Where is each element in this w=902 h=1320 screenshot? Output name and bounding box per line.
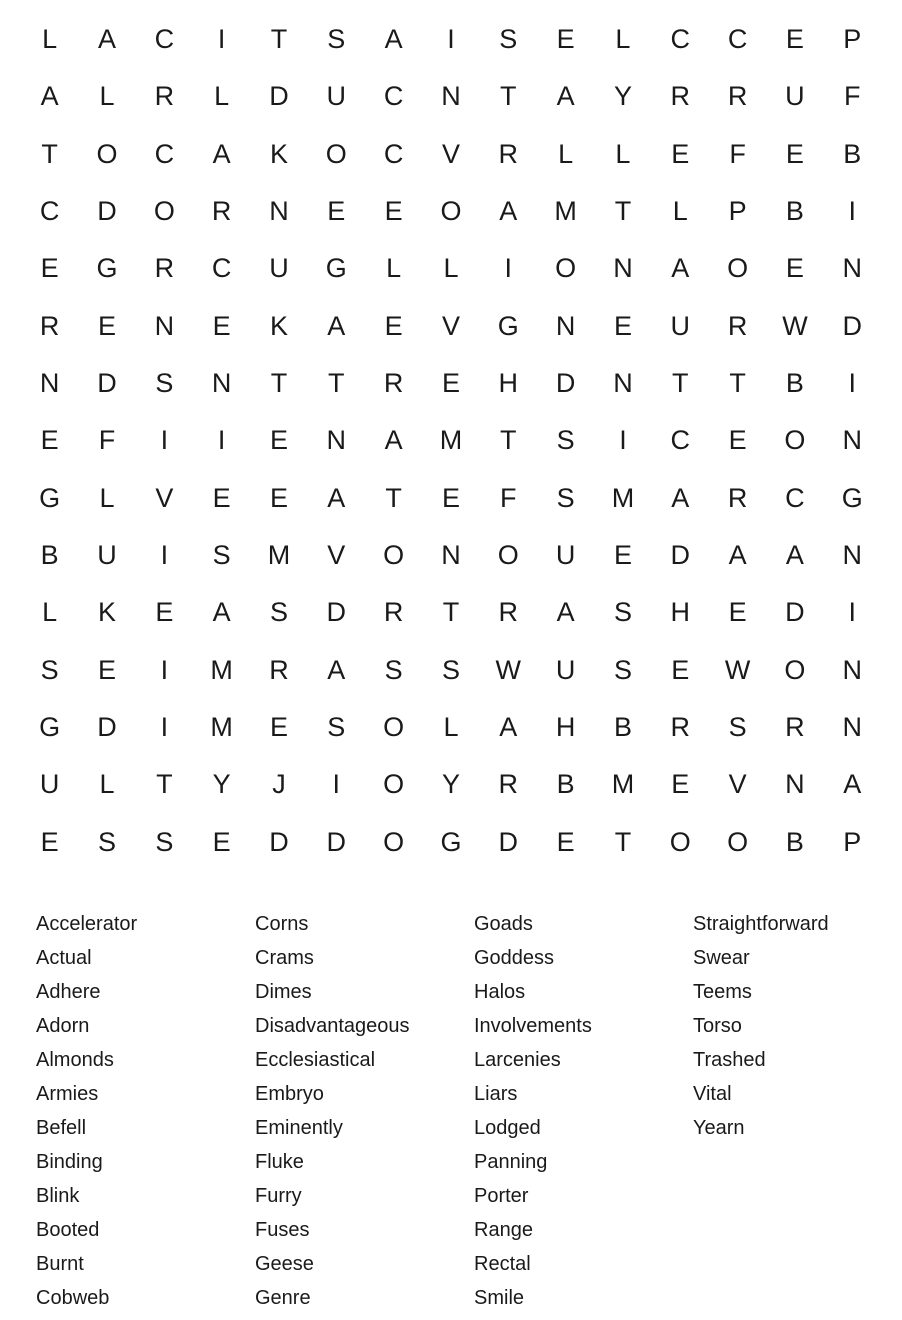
grid-letter[interactable]: L bbox=[42, 24, 58, 55]
grid-letter[interactable]: D bbox=[785, 597, 805, 628]
grid-letter[interactable]: P bbox=[843, 826, 862, 857]
grid-letter[interactable]: E bbox=[728, 597, 747, 628]
grid-letter[interactable]: S bbox=[327, 24, 346, 55]
grid-letter[interactable]: R bbox=[670, 712, 691, 743]
grid-letter[interactable]: F bbox=[500, 482, 517, 513]
grid-letter[interactable]: E bbox=[40, 826, 59, 857]
grid-letter[interactable]: N bbox=[154, 310, 175, 341]
word-list-item: Fuses bbox=[255, 1219, 310, 1241]
grid-letter[interactable]: I bbox=[504, 253, 513, 284]
grid-letter[interactable]: S bbox=[613, 654, 632, 685]
grid-letter[interactable]: T bbox=[442, 597, 460, 628]
word-list-item: Larcenies bbox=[474, 1049, 561, 1071]
word-list-item: Geese bbox=[255, 1253, 314, 1275]
word-list-item: Binding bbox=[36, 1151, 103, 1173]
grid-letter[interactable]: Y bbox=[441, 769, 460, 800]
grid-letter[interactable]: U bbox=[326, 81, 347, 112]
grid-letter[interactable]: B bbox=[843, 138, 862, 169]
grid-letter[interactable]: E bbox=[556, 24, 575, 55]
grid-letter[interactable]: V bbox=[441, 310, 460, 341]
word-list-item: Fluke bbox=[255, 1151, 304, 1173]
grid-letter[interactable]: R bbox=[670, 81, 691, 112]
grid-letter[interactable]: G bbox=[497, 310, 519, 341]
grid-letter[interactable]: E bbox=[155, 597, 174, 628]
word-list-item: Torso bbox=[693, 1015, 742, 1037]
grid-letter[interactable]: I bbox=[160, 425, 169, 456]
grid-letter[interactable]: T bbox=[729, 368, 746, 399]
grid-letter[interactable]: E bbox=[269, 425, 288, 456]
grid-letter[interactable]: B bbox=[556, 769, 575, 800]
grid-letter[interactable]: M bbox=[210, 712, 233, 743]
grid-letter[interactable]: O bbox=[727, 826, 749, 857]
grid-letter[interactable]: K bbox=[269, 138, 288, 169]
grid-letter[interactable]: R bbox=[727, 81, 748, 112]
grid-letter[interactable]: V bbox=[155, 482, 174, 513]
grid-letter[interactable]: A bbox=[843, 769, 862, 800]
word-list-item: Vital bbox=[693, 1083, 732, 1105]
grid-letter[interactable]: O bbox=[727, 253, 749, 284]
grid-letter[interactable]: O bbox=[383, 712, 405, 743]
grid-letter[interactable]: E bbox=[785, 24, 804, 55]
grid-letter[interactable]: S bbox=[327, 712, 346, 743]
word-list-item: Ecclesiastical bbox=[255, 1049, 376, 1071]
grid-letter[interactable]: V bbox=[327, 540, 346, 571]
grid-letter[interactable]: A bbox=[785, 540, 804, 571]
word-list-item: Halos bbox=[474, 981, 526, 1003]
word-column bbox=[693, 907, 886, 1315]
grid-letter[interactable]: B bbox=[785, 196, 804, 227]
grid-letter[interactable]: L bbox=[615, 138, 631, 169]
grid-letter[interactable]: L bbox=[443, 712, 459, 743]
grid-letter[interactable]: A bbox=[97, 24, 116, 55]
grid-letter[interactable]: E bbox=[613, 540, 632, 571]
grid-letter[interactable]: E bbox=[556, 826, 575, 857]
word-list-item: Eminently bbox=[255, 1117, 343, 1139]
word-list-item: Panning bbox=[474, 1151, 548, 1173]
grid-letter[interactable]: O bbox=[555, 253, 577, 284]
grid-letter[interactable]: E bbox=[785, 138, 804, 169]
grid-letter[interactable]: O bbox=[669, 826, 691, 857]
grid-letter[interactable]: R bbox=[727, 310, 748, 341]
grid-letter[interactable]: A bbox=[212, 138, 231, 169]
grid-letter[interactable]: C bbox=[383, 138, 404, 169]
grid-letter[interactable]: R bbox=[154, 81, 175, 112]
grid-letter[interactable]: S bbox=[441, 654, 460, 685]
grid-letter[interactable]: C bbox=[670, 425, 691, 456]
grid-letter[interactable]: I bbox=[848, 597, 857, 628]
grid-letter[interactable]: A bbox=[384, 24, 403, 55]
grid-letter[interactable]: D bbox=[97, 368, 117, 399]
grid-letter[interactable]: C bbox=[211, 253, 232, 284]
grid-letter[interactable]: A bbox=[212, 597, 231, 628]
grid-letter[interactable]: D bbox=[269, 826, 289, 857]
grid-letter[interactable]: D bbox=[555, 368, 576, 399]
grid-letter[interactable]: N bbox=[326, 425, 347, 456]
grid-letter[interactable]: U bbox=[785, 81, 805, 112]
grid-letter[interactable]: R bbox=[498, 597, 519, 628]
grid-letter[interactable]: S bbox=[499, 24, 518, 55]
word-column bbox=[255, 907, 474, 1315]
grid-letter[interactable]: A bbox=[327, 654, 346, 685]
grid-letter[interactable]: T bbox=[270, 24, 288, 55]
grid-letter[interactable]: R bbox=[269, 654, 289, 685]
grid-letter[interactable]: A bbox=[384, 425, 403, 456]
grid-letter[interactable]: S bbox=[155, 826, 174, 857]
grid-letter[interactable]: E bbox=[327, 196, 346, 227]
word-list-item: Trashed bbox=[693, 1049, 766, 1071]
grid-letter[interactable]: G bbox=[96, 253, 118, 284]
grid-letter[interactable]: B bbox=[613, 712, 632, 743]
grid-letter[interactable]: R bbox=[211, 196, 232, 227]
word-list-item: Cobweb bbox=[36, 1287, 110, 1309]
grid-letter[interactable]: Y bbox=[613, 81, 632, 112]
word-list-item: Lodged bbox=[474, 1117, 541, 1139]
grid-letter[interactable]: E bbox=[97, 654, 116, 685]
grid-letter[interactable]: L bbox=[386, 253, 402, 284]
grid-letter[interactable]: S bbox=[384, 654, 403, 685]
grid-letter[interactable]: H bbox=[670, 597, 691, 628]
grid-letter[interactable]: T bbox=[672, 368, 689, 399]
grid-letter[interactable]: U bbox=[269, 253, 289, 284]
grid-letter[interactable]: E bbox=[384, 196, 403, 227]
grid-letter[interactable]: U bbox=[555, 654, 576, 685]
word-list-item: Crams bbox=[255, 947, 314, 969]
word-list-item: Goddess bbox=[474, 947, 555, 969]
grid-letter[interactable]: K bbox=[269, 310, 288, 341]
grid-letter[interactable]: B bbox=[785, 368, 804, 399]
grid-letter[interactable]: M bbox=[554, 196, 577, 227]
word-list-item: Disadvantageous bbox=[255, 1015, 410, 1037]
word-list-item: Embryo bbox=[255, 1083, 324, 1105]
grid-letter[interactable]: L bbox=[42, 597, 58, 628]
grid-letter[interactable]: O bbox=[383, 826, 405, 857]
word-list-item: Yearn bbox=[693, 1117, 745, 1139]
grid-letter[interactable]: S bbox=[97, 826, 116, 857]
grid-letter[interactable]: P bbox=[728, 196, 747, 227]
grid-letter[interactable]: E bbox=[269, 482, 288, 513]
grid-letter[interactable]: M bbox=[611, 482, 635, 513]
word-list-item: Armies bbox=[36, 1083, 99, 1105]
grid-letter[interactable]: I bbox=[217, 425, 226, 456]
grid-letter[interactable]: H bbox=[498, 368, 519, 399]
grid-letter[interactable]: R bbox=[785, 712, 805, 743]
grid-letter[interactable]: H bbox=[555, 712, 576, 743]
grid-letter[interactable]: E bbox=[728, 425, 747, 456]
grid-letter[interactable]: T bbox=[156, 769, 173, 800]
word-list-item: Burnt bbox=[36, 1253, 84, 1275]
grid-letter[interactable]: E bbox=[40, 253, 59, 284]
grid-letter[interactable]: V bbox=[441, 138, 460, 169]
grid-letter[interactable]: O bbox=[784, 425, 806, 456]
grid-letter[interactable]: D bbox=[269, 81, 289, 112]
grid-letter[interactable]: T bbox=[328, 368, 345, 399]
grid-letter[interactable]: I bbox=[619, 425, 627, 456]
grid-letter[interactable]: D bbox=[842, 310, 862, 341]
grid-letter[interactable]: S bbox=[613, 597, 632, 628]
grid-letter[interactable]: S bbox=[556, 482, 575, 513]
grid-letter[interactable]: D bbox=[97, 196, 117, 227]
grid-letter[interactable]: W bbox=[782, 310, 808, 341]
grid-letter[interactable]: V bbox=[728, 769, 747, 800]
grid-letter[interactable]: T bbox=[385, 482, 402, 513]
grid-letter[interactable]: A bbox=[499, 712, 518, 743]
grid-letter[interactable]: S bbox=[556, 425, 575, 456]
word-list-item: Involvements bbox=[474, 1015, 592, 1037]
grid-letter[interactable]: F bbox=[844, 81, 861, 112]
grid-letter[interactable]: L bbox=[672, 196, 688, 227]
grid-letter[interactable]: A bbox=[556, 597, 575, 628]
grid-letter[interactable]: E bbox=[441, 368, 460, 399]
grid-letter[interactable]: E bbox=[212, 482, 231, 513]
grid-letter[interactable]: I bbox=[217, 24, 226, 55]
word-list-item: Swear bbox=[693, 947, 750, 969]
grid-letter[interactable]: E bbox=[212, 826, 231, 857]
grid-letter[interactable]: M bbox=[210, 654, 233, 685]
grid-letter[interactable]: P bbox=[843, 24, 862, 55]
grid-letter[interactable]: T bbox=[614, 826, 632, 857]
grid-letter[interactable]: N bbox=[441, 540, 461, 571]
grid-letter[interactable]: O bbox=[784, 654, 806, 685]
grid-letter[interactable]: R bbox=[727, 482, 748, 513]
grid-letter[interactable]: C bbox=[154, 24, 175, 55]
grid-letter[interactable]: M bbox=[439, 425, 463, 456]
grid-letter[interactable]: F bbox=[98, 425, 116, 456]
grid-letter[interactable]: Y bbox=[212, 769, 231, 800]
grid-letter[interactable]: S bbox=[40, 654, 59, 685]
grid-letter[interactable]: E bbox=[40, 425, 59, 456]
grid-letter[interactable]: O bbox=[325, 138, 347, 169]
grid-letter[interactable]: S bbox=[155, 368, 174, 399]
grid-letter[interactable]: L bbox=[443, 253, 459, 284]
grid-letter[interactable]: E bbox=[785, 253, 804, 284]
word-list-item: Rectal bbox=[474, 1253, 531, 1275]
grid-letter[interactable]: D bbox=[326, 826, 347, 857]
word-list-item: Actual bbox=[36, 947, 92, 969]
grid-letter[interactable]: N bbox=[842, 712, 862, 743]
grid-letter[interactable]: E bbox=[671, 138, 690, 169]
grid-letter[interactable]: R bbox=[39, 310, 60, 341]
word-list-item: Porter bbox=[474, 1185, 529, 1207]
grid-letter[interactable]: A bbox=[728, 540, 747, 571]
grid-letter[interactable]: N bbox=[269, 196, 289, 227]
grid-letter[interactable]: W bbox=[495, 654, 522, 685]
grid-letter[interactable]: E bbox=[269, 712, 288, 743]
grid-letter[interactable]: I bbox=[848, 368, 857, 399]
grid-letter[interactable]: O bbox=[383, 769, 405, 800]
grid-letter[interactable]: U bbox=[39, 769, 60, 800]
puzzle-grid bbox=[21, 11, 881, 871]
grid-letter[interactable]: E bbox=[384, 310, 403, 341]
word-list-item: Blink bbox=[36, 1185, 80, 1207]
grid-letter[interactable]: N bbox=[555, 310, 576, 341]
grid-letter[interactable]: E bbox=[212, 310, 231, 341]
word-list bbox=[36, 907, 886, 1315]
grid-letter[interactable]: O bbox=[383, 540, 405, 571]
grid-letter[interactable]: C bbox=[670, 24, 691, 55]
grid-letter[interactable]: F bbox=[729, 138, 746, 169]
grid-letter[interactable]: C bbox=[727, 24, 748, 55]
grid-letter[interactable]: A bbox=[671, 253, 690, 284]
grid-letter[interactable]: G bbox=[440, 826, 462, 857]
grid-letter[interactable]: E bbox=[613, 310, 632, 341]
grid-letter[interactable]: G bbox=[841, 482, 863, 513]
grid-letter[interactable]: T bbox=[614, 196, 632, 227]
grid-letter[interactable]: D bbox=[326, 597, 347, 628]
grid-letter[interactable]: N bbox=[613, 253, 633, 284]
grid-letter[interactable]: I bbox=[848, 196, 857, 227]
grid-letter[interactable]: D bbox=[97, 712, 117, 743]
grid-letter[interactable]: E bbox=[441, 482, 460, 513]
grid-letter[interactable]: S bbox=[269, 597, 288, 628]
grid-letter[interactable]: U bbox=[555, 540, 576, 571]
word-list-item: Genre bbox=[255, 1287, 311, 1309]
grid-letter[interactable]: R bbox=[498, 769, 519, 800]
grid-letter[interactable]: N bbox=[842, 654, 862, 685]
grid-letter[interactable]: A bbox=[556, 81, 575, 112]
word-list-item: Adorn bbox=[36, 1015, 90, 1037]
grid-letter[interactable]: M bbox=[611, 769, 635, 800]
grid-letter[interactable]: C bbox=[785, 482, 805, 513]
grid-letter[interactable]: U bbox=[97, 540, 117, 571]
grid-letter[interactable]: T bbox=[500, 81, 517, 112]
grid-letter[interactable]: A bbox=[40, 81, 59, 112]
word-list-item: Liars bbox=[474, 1083, 518, 1105]
grid-letter[interactable]: O bbox=[497, 540, 519, 571]
grid-letter[interactable]: J bbox=[272, 769, 286, 800]
grid-letter[interactable]: N bbox=[842, 253, 862, 284]
word-list-item: Goads bbox=[474, 913, 533, 935]
grid-letter[interactable]: D bbox=[498, 826, 519, 857]
grid-letter[interactable]: N bbox=[441, 81, 461, 112]
grid-letter[interactable]: L bbox=[615, 24, 631, 55]
grid-letter[interactable]: I bbox=[447, 24, 455, 55]
word-column bbox=[474, 907, 693, 1315]
grid-letter[interactable]: S bbox=[212, 540, 231, 571]
word-list-item: Dimes bbox=[255, 981, 312, 1003]
grid-letter[interactable]: T bbox=[270, 368, 288, 399]
grid-letter[interactable]: B bbox=[40, 540, 59, 571]
grid-letter[interactable]: L bbox=[214, 81, 230, 112]
grid-letter[interactable]: L bbox=[558, 138, 574, 169]
grid-letter[interactable]: C bbox=[383, 81, 404, 112]
grid-letter[interactable]: E bbox=[671, 769, 690, 800]
grid-letter[interactable]: N bbox=[39, 368, 60, 399]
word-list-item: Furry bbox=[255, 1185, 302, 1207]
grid-letter[interactable]: N bbox=[613, 368, 633, 399]
grid-letter[interactable]: E bbox=[97, 310, 116, 341]
grid-letter[interactable]: A bbox=[327, 310, 346, 341]
grid-letter[interactable]: A bbox=[499, 196, 518, 227]
grid-letter[interactable]: U bbox=[670, 310, 691, 341]
grid-letter[interactable]: E bbox=[671, 654, 690, 685]
word-list-item: Straightforward bbox=[693, 913, 829, 935]
grid-letter[interactable]: C bbox=[154, 138, 175, 169]
grid-letter[interactable]: C bbox=[39, 196, 60, 227]
grid-letter[interactable]: B bbox=[785, 826, 804, 857]
word-list-item: Adhere bbox=[36, 981, 101, 1003]
grid-letter[interactable]: R bbox=[498, 138, 519, 169]
grid-letter[interactable]: G bbox=[325, 253, 347, 284]
grid-letter[interactable]: L bbox=[99, 81, 115, 112]
grid-letter[interactable]: D bbox=[670, 540, 691, 571]
word-list-item: Almonds bbox=[36, 1049, 114, 1071]
grid-letter[interactable]: M bbox=[267, 540, 291, 571]
word-list-item: Accelerator bbox=[36, 913, 138, 935]
grid-letter[interactable]: R bbox=[383, 597, 404, 628]
word-list-item: Corns bbox=[255, 913, 309, 935]
grid-letter[interactable]: L bbox=[99, 769, 115, 800]
word-list-item: Befell bbox=[36, 1117, 87, 1139]
word-list-item: Range bbox=[474, 1219, 533, 1241]
grid-letter[interactable]: W bbox=[724, 654, 751, 685]
grid-letter[interactable]: S bbox=[728, 712, 747, 743]
word-column bbox=[36, 907, 255, 1315]
grid-letter[interactable]: I bbox=[332, 769, 341, 800]
grid-letter[interactable]: O bbox=[153, 196, 175, 227]
grid-letter[interactable]: L bbox=[99, 482, 115, 513]
grid-letter[interactable]: R bbox=[154, 253, 175, 284]
grid-letter[interactable]: K bbox=[97, 597, 116, 628]
word-list-item: Smile bbox=[474, 1287, 525, 1309]
grid-letter[interactable]: G bbox=[39, 712, 61, 743]
grid-letter[interactable]: N bbox=[842, 425, 862, 456]
grid-letter[interactable]: N bbox=[211, 368, 232, 399]
word-list-item: Teems bbox=[693, 981, 752, 1003]
grid-letter[interactable]: O bbox=[440, 196, 462, 227]
grid-letter[interactable]: G bbox=[39, 482, 61, 513]
grid-letter[interactable]: A bbox=[671, 482, 690, 513]
grid-letter[interactable]: I bbox=[160, 654, 169, 685]
grid-letter[interactable]: T bbox=[41, 138, 58, 169]
grid-letter[interactable]: O bbox=[96, 138, 118, 169]
grid-letter[interactable]: N bbox=[842, 540, 862, 571]
grid-letter[interactable]: I bbox=[160, 540, 169, 571]
grid-letter[interactable]: N bbox=[785, 769, 805, 800]
grid-letter[interactable]: R bbox=[383, 368, 404, 399]
grid-letter[interactable]: A bbox=[327, 482, 346, 513]
word-list-item: Booted bbox=[36, 1219, 100, 1241]
grid-letter[interactable]: I bbox=[160, 712, 169, 743]
grid-letter[interactable]: T bbox=[500, 425, 517, 456]
